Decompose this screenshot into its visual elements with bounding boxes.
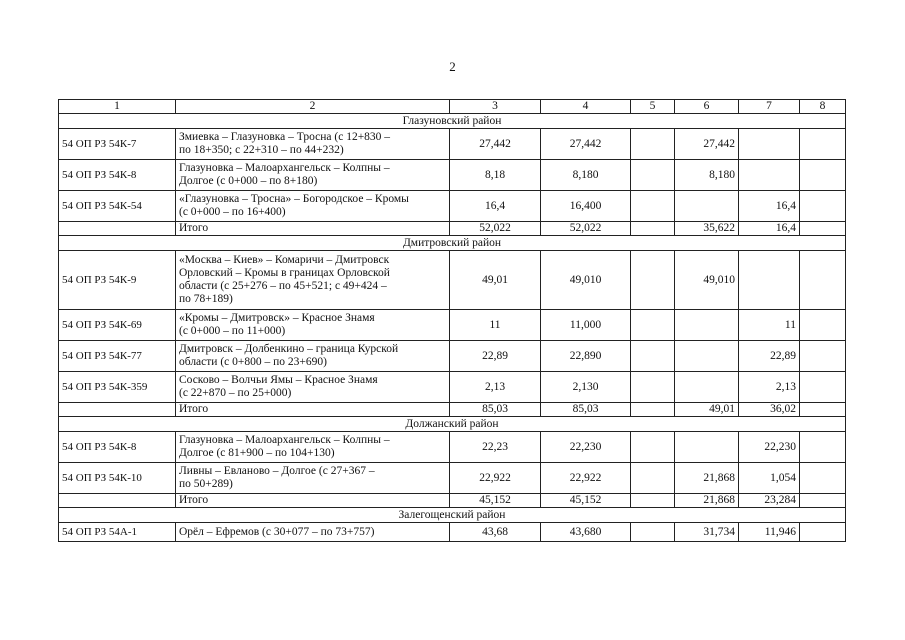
value-cell-6 [675, 310, 739, 341]
road-name-line: Глазуновка – Малоархангельск – Колпны – [179, 434, 390, 446]
value-cell-5 [631, 129, 675, 160]
road-code: 54 ОП РЗ 54К-9 [59, 251, 176, 310]
road-code: 54 ОП РЗ 54К-8 [59, 432, 176, 463]
total-cell-6: 21,868 [675, 494, 739, 508]
road-code: 54 ОП РЗ 54К-7 [59, 129, 176, 160]
value-cell-4: 11,000 [541, 310, 631, 341]
road-name-line: области (с 25+276 – по 45+521; с 49+424 – [179, 280, 387, 292]
value-cell-5 [631, 432, 675, 463]
total-label: Итого [176, 222, 450, 236]
value-cell-7: 22,230 [739, 432, 800, 463]
road-code: 54 ОП РЗ 54К-69 [59, 310, 176, 341]
total-cell-5 [631, 494, 675, 508]
value-cell-4: 22,890 [541, 341, 631, 372]
value-cell-4: 2,130 [541, 372, 631, 403]
section-row [59, 508, 846, 523]
header-cell: 6 [675, 100, 739, 114]
value-cell-8 [800, 523, 846, 542]
section-title: Должанский район [59, 417, 846, 432]
value-cell-3: 2,13 [450, 372, 541, 403]
total-row [59, 494, 846, 508]
value-cell-6: 8,180 [675, 160, 739, 191]
total-code-cell [59, 494, 176, 508]
header-cell: 3 [450, 100, 541, 114]
value-cell-3: 16,4 [450, 191, 541, 222]
table-body [59, 100, 846, 542]
table-row [59, 341, 846, 372]
value-cell-3: 11 [450, 310, 541, 341]
road-name-line: Орёл – Ефремов (с 30+077 – по 73+757) [179, 525, 375, 538]
value-cell-6: 27,442 [675, 129, 739, 160]
value-cell-5 [631, 251, 675, 310]
road-name-line: Долгое (с 0+000 – по 8+180) [179, 175, 318, 187]
road-code: 54 ОП РЗ 54К-77 [59, 341, 176, 372]
value-cell-5 [631, 310, 675, 341]
road-name-line: «Москва – Киев» – Комаричи – Дмитровск [179, 254, 390, 266]
value-cell-7 [739, 160, 800, 191]
roads-table [58, 99, 846, 542]
road-name-line: «Кромы – Дмитровск» – Красное Знамя [179, 312, 375, 324]
value-cell-7: 22,89 [739, 341, 800, 372]
road-name [176, 372, 450, 403]
total-cell-8 [800, 222, 846, 236]
road-name-line: Сосково – Волчьи Ямы – Красное Знамя [179, 374, 378, 386]
road-name-line: по 50+289) [179, 478, 233, 490]
total-label: Итого [176, 494, 450, 508]
table-row [59, 432, 846, 463]
table-row [59, 191, 846, 222]
section-row [59, 114, 846, 129]
road-code: 54 ОП РЗ 54А-1 [59, 523, 176, 542]
road-name-line: по 18+350; с 22+310 – по 44+232) [179, 144, 344, 156]
total-cell-3: 85,03 [450, 403, 541, 417]
road-name [176, 523, 450, 542]
value-cell-6 [675, 372, 739, 403]
section-row [59, 236, 846, 251]
value-cell-5 [631, 191, 675, 222]
value-cell-8 [800, 129, 846, 160]
value-cell-5 [631, 523, 675, 542]
value-cell-8 [800, 310, 846, 341]
value-cell-8 [800, 341, 846, 372]
value-cell-8 [800, 191, 846, 222]
value-cell-7: 11 [739, 310, 800, 341]
value-cell-3: 22,922 [450, 463, 541, 494]
header-row [59, 100, 846, 114]
road-name-line: (с 0+000 – по 16+400) [179, 206, 286, 218]
total-row [59, 222, 846, 236]
total-cell-6: 35,622 [675, 222, 739, 236]
value-cell-7: 16,4 [739, 191, 800, 222]
total-cell-6: 49,01 [675, 403, 739, 417]
road-name-line: Ливны – Евланово – Долгое (с 27+367 – [179, 465, 375, 477]
value-cell-4: 22,230 [541, 432, 631, 463]
value-cell-8 [800, 251, 846, 310]
total-label: Итого [176, 403, 450, 417]
road-name [176, 160, 450, 191]
value-cell-3: 22,23 [450, 432, 541, 463]
value-cell-6: 31,734 [675, 523, 739, 542]
value-cell-7 [739, 129, 800, 160]
road-name-line: по 78+189) [179, 293, 233, 305]
table-row [59, 372, 846, 403]
road-name-line: Орловский – Кромы в границах Орловской [179, 267, 390, 279]
table-row [59, 129, 846, 160]
total-cell-7: 23,284 [739, 494, 800, 508]
value-cell-3: 27,442 [450, 129, 541, 160]
value-cell-8 [800, 432, 846, 463]
value-cell-8 [800, 463, 846, 494]
total-cell-8 [800, 403, 846, 417]
header-cell: 1 [59, 100, 176, 114]
road-name-line: (с 22+870 – по 25+000) [179, 387, 292, 399]
total-cell-7: 16,4 [739, 222, 800, 236]
road-name [176, 432, 450, 463]
road-name [176, 251, 450, 310]
table-row [59, 160, 846, 191]
total-code-cell [59, 222, 176, 236]
value-cell-5 [631, 160, 675, 191]
value-cell-6 [675, 191, 739, 222]
value-cell-6: 21,868 [675, 463, 739, 494]
value-cell-7: 2,13 [739, 372, 800, 403]
table-row [59, 463, 846, 494]
road-name [176, 191, 450, 222]
value-cell-8 [800, 372, 846, 403]
road-name [176, 129, 450, 160]
value-cell-5 [631, 372, 675, 403]
road-name-line: Дмитровск – Долбенкино – граница Курской [179, 343, 399, 355]
total-code-cell [59, 403, 176, 417]
value-cell-4: 8,180 [541, 160, 631, 191]
value-cell-4: 49,010 [541, 251, 631, 310]
road-name [176, 341, 450, 372]
header-cell: 8 [800, 100, 846, 114]
road-name-line: области (с 0+800 – по 23+690) [179, 356, 327, 368]
total-row [59, 403, 846, 417]
total-cell-4: 45,152 [541, 494, 631, 508]
value-cell-3: 8,18 [450, 160, 541, 191]
value-cell-4: 16,400 [541, 191, 631, 222]
section-row [59, 417, 846, 432]
table-row [59, 251, 846, 310]
total-cell-3: 45,152 [450, 494, 541, 508]
road-name-line: Змиевка – Глазуновка – Тросна (с 12+830 – [179, 131, 391, 143]
road-name-line: Глазуновка – Малоархангельск – Колпны – [179, 162, 390, 174]
value-cell-7 [739, 251, 800, 310]
header-cell: 2 [176, 100, 450, 114]
value-cell-4: 22,922 [541, 463, 631, 494]
total-cell-4: 52,022 [541, 222, 631, 236]
total-cell-8 [800, 494, 846, 508]
value-cell-5 [631, 341, 675, 372]
value-cell-8 [800, 160, 846, 191]
total-cell-5 [631, 222, 675, 236]
value-cell-3: 22,89 [450, 341, 541, 372]
road-code: 54 ОП РЗ 54К-10 [59, 463, 176, 494]
value-cell-7: 11,946 [739, 523, 800, 542]
section-title: Залегощенский район [59, 508, 846, 523]
total-cell-7: 36,02 [739, 403, 800, 417]
section-title: Глазуновский район [59, 114, 846, 129]
table-row [59, 523, 846, 542]
value-cell-3: 49,01 [450, 251, 541, 310]
road-name [176, 463, 450, 494]
total-cell-5 [631, 403, 675, 417]
total-cell-4: 85,03 [541, 403, 631, 417]
header-cell: 5 [631, 100, 675, 114]
value-cell-3: 43,68 [450, 523, 541, 542]
road-name-line: «Глазуновка – Тросна» – Богородское – Кромы [179, 193, 409, 205]
header-cell: 7 [739, 100, 800, 114]
road-name [176, 310, 450, 341]
value-cell-6 [675, 341, 739, 372]
header-cell: 4 [541, 100, 631, 114]
road-name-line: (с 0+000 – по 11+000) [179, 325, 286, 337]
section-title: Дмитровский район [59, 236, 846, 251]
value-cell-7: 1,054 [739, 463, 800, 494]
road-code: 54 ОП РЗ 54К-8 [59, 160, 176, 191]
value-cell-6 [675, 432, 739, 463]
page-number: 2 [449, 59, 456, 74]
value-cell-4: 27,442 [541, 129, 631, 160]
table-row [59, 310, 846, 341]
road-name-line: Долгое (с 81+900 – по 104+130) [179, 447, 335, 459]
value-cell-6: 49,010 [675, 251, 739, 310]
value-cell-4: 43,680 [541, 523, 631, 542]
value-cell-5 [631, 463, 675, 494]
road-code: 54 ОП РЗ 54К-359 [59, 372, 176, 403]
road-code: 54 ОП РЗ 54К-54 [59, 191, 176, 222]
total-cell-3: 52,022 [450, 222, 541, 236]
